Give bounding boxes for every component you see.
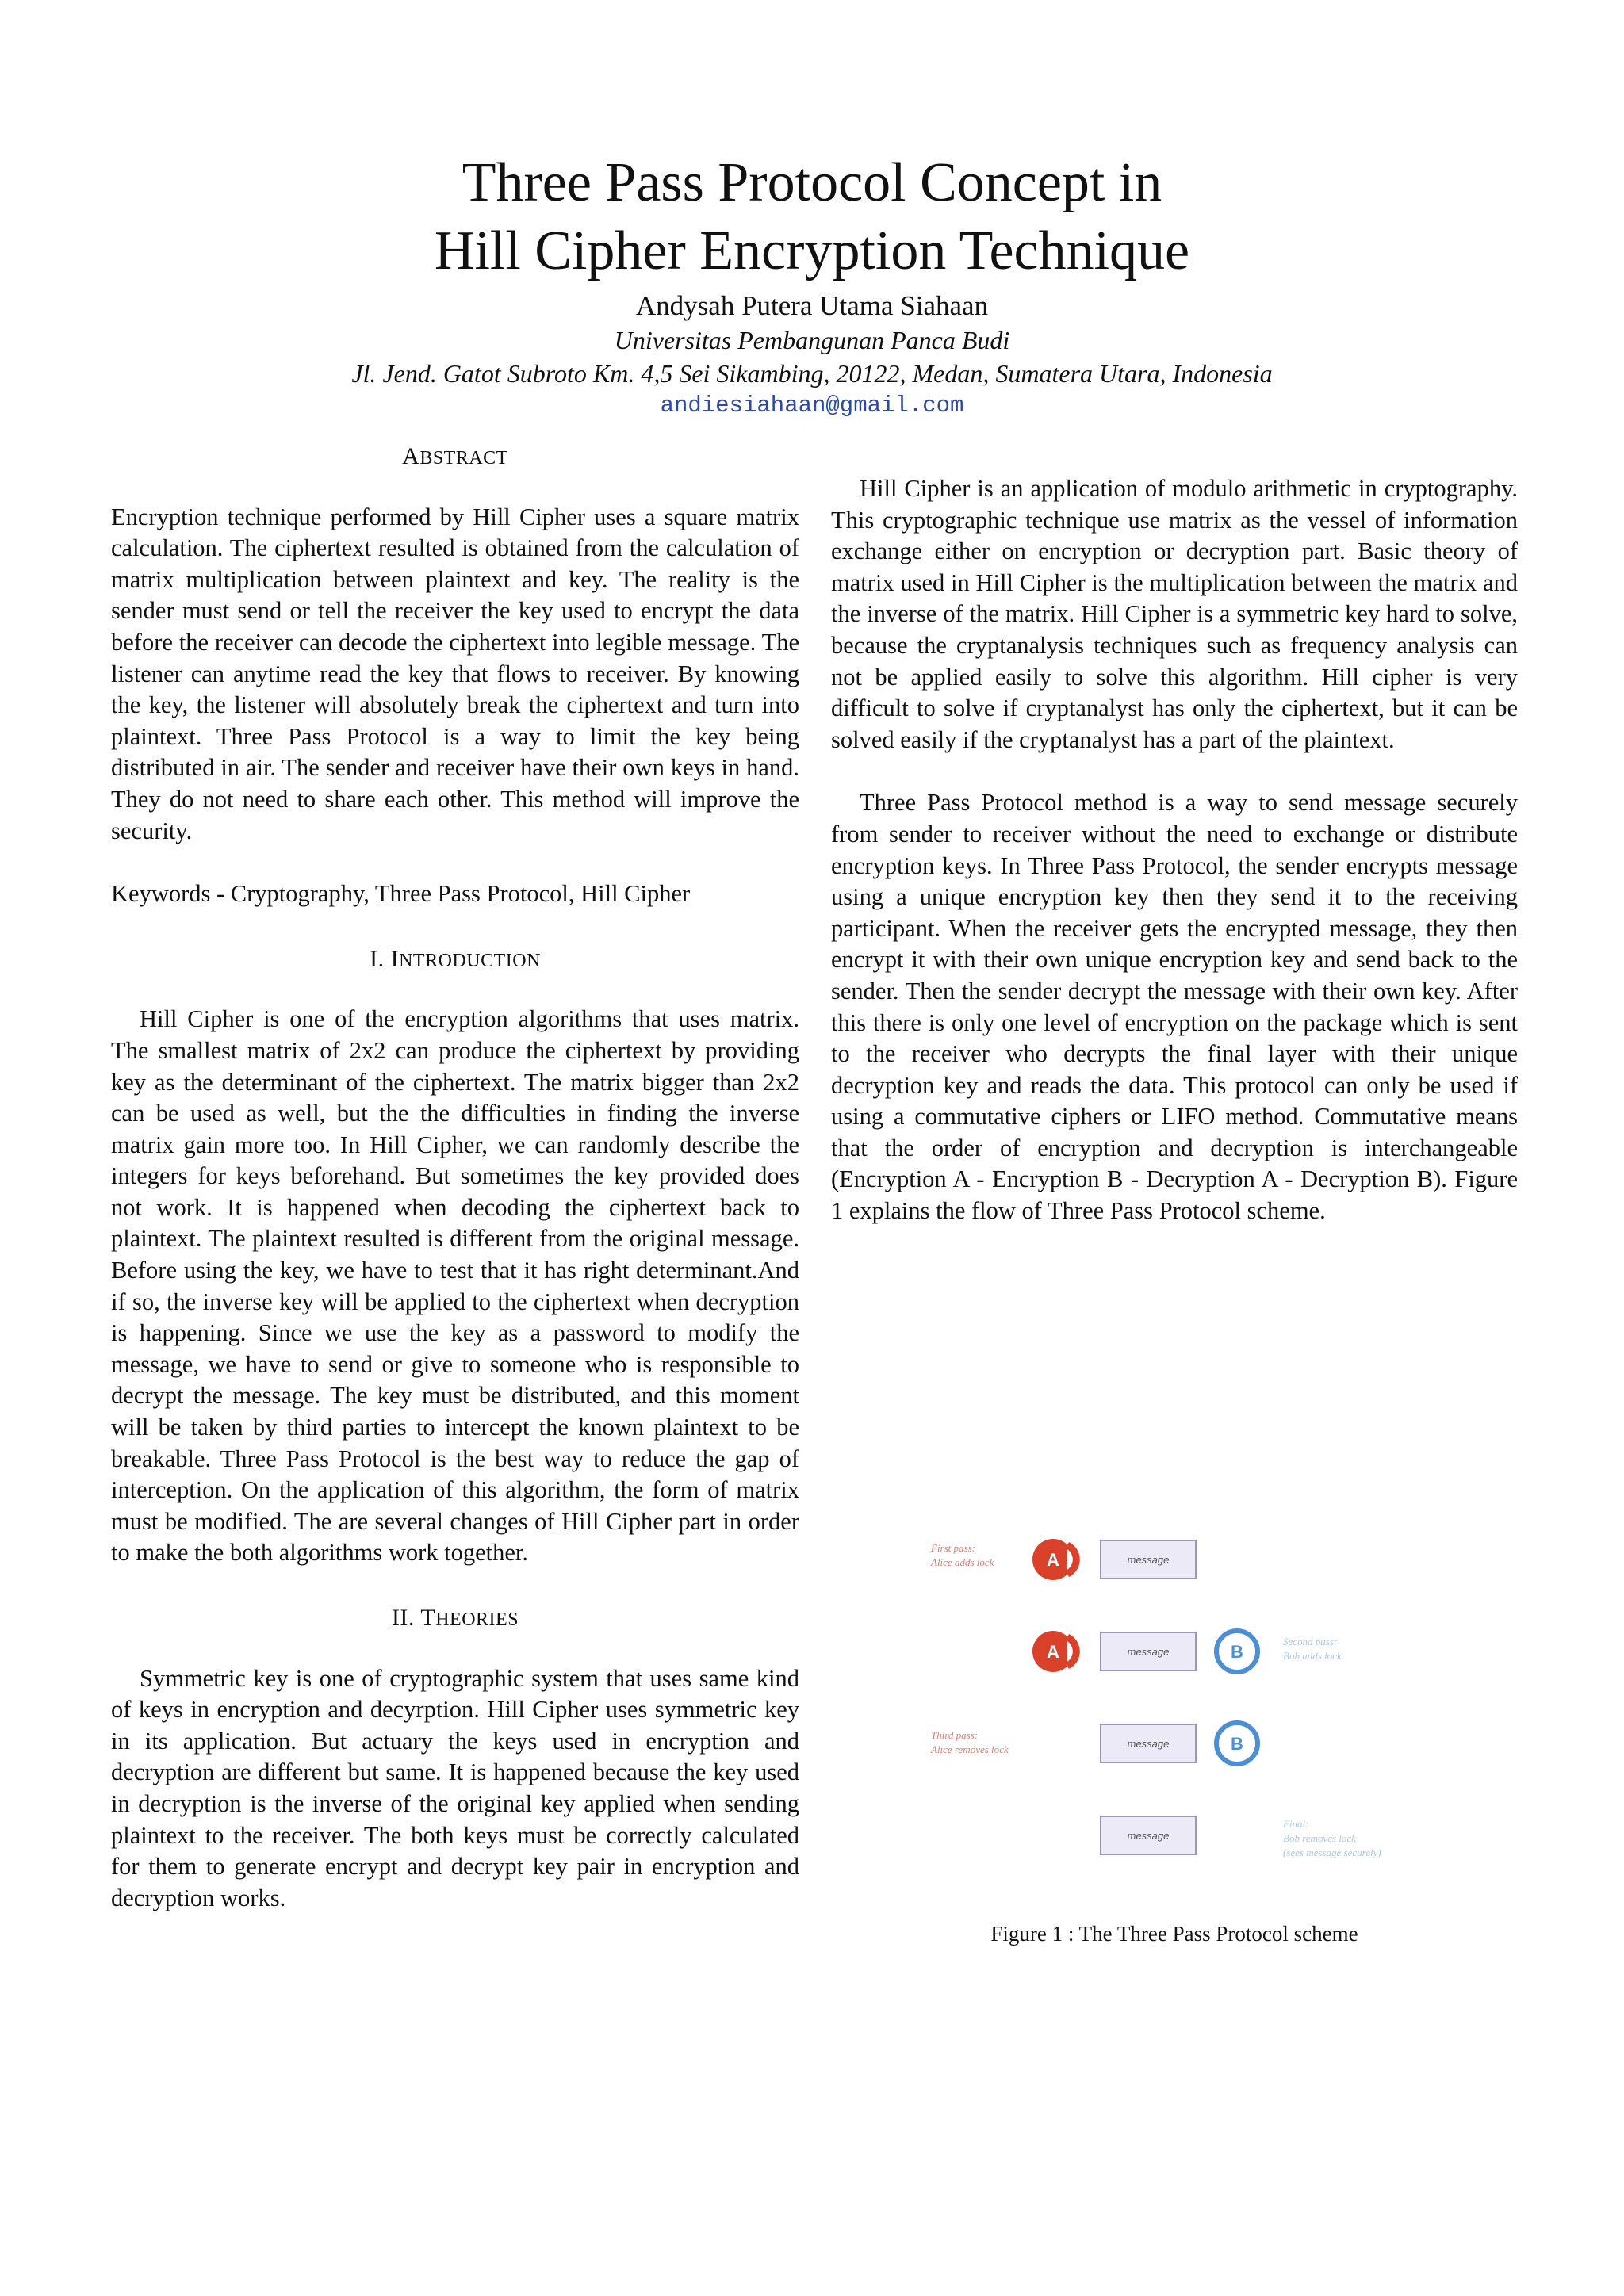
paper-title: [0, 149, 1624, 285]
paper-header: [0, 149, 1624, 422]
note-third-pass-1: Third pass:: [931, 1729, 979, 1741]
title-line-2: Hill Cipher Encryption Technique: [434, 220, 1190, 281]
figure-diagram: [912, 1510, 1443, 1923]
theories-heading-rest: HEORIES: [435, 1609, 519, 1630]
introduction-heading: [111, 943, 799, 978]
note-second-pass-2: Bob adds lock: [1283, 1650, 1342, 1662]
abstract-heading-rest: BSTRACT: [419, 448, 508, 469]
lock-b-icon: [1216, 1631, 1258, 1672]
theories-heading: [111, 1602, 799, 1636]
note-first-pass-1: First pass:: [931, 1542, 975, 1554]
author-email[interactable]: andiesiahaan@gmail.com: [660, 392, 964, 419]
svg-text:B: B: [1231, 1734, 1243, 1754]
author-name: Andysah Putera Utama Siahaan: [635, 290, 989, 321]
theories-paragraph-1: Symmetric key is one of cryptographic system that uses same kind of keys in encryption and decyrption. Hill Cipher uses symmetric key in its application. But actuary the keys used in encryption and decryption are different but same. It is happened because the key used in decryption is the inverse of the original key applied when sending plaintext to the receiver. The both keys must be correctly calculated for them to generate encrypt and decrypt key pair in encryption and decryption works.: [111, 1664, 799, 1911]
introduction-heading-rest: NTRODUCTION: [399, 950, 541, 971]
address: Jl. Jend. Gatot Subroto Km. 4,5 Sei Sikambing, 20122, Medan, Sumatera Utara, Indonesia: [351, 359, 1273, 388]
abstract-heading-initial: A: [402, 443, 420, 469]
svg-text:A: A: [1047, 1642, 1059, 1662]
right-column: [831, 441, 1518, 1227]
introduction-heading-initial: I. I: [370, 945, 400, 972]
figure-caption: Figure 1 : The Three Pass Protocol scheme: [990, 1922, 1358, 1946]
theories-heading-initial: II. T: [391, 1605, 436, 1631]
svg-text:B: B: [1231, 1642, 1243, 1662]
theories-paragraph-3: Three Pass Protocol method is a way to send message securely from sender to receiver without the need to exchange or distribute encryption keys. In Three Pass Protocol, the sender encrypts message using a unique encryption key then they send it to the receiving participant. When the receiver gets the encrypted message, they then encrypt it with their own unique encryption key and send back to the sender. Then the sender decrypt the message with their own key. After this there is only one level of encryption on the package which is sent to the receiver who decrypts the final layer with their unique decryption key and reads the data. This protocol can only be used if using a commutative ciphers or LIFO method. Commutative means that the order of encryption and decryption is interchangeable (Encryption A - Encryption B - Decryption A - Decryption B). Figure 1 explains the flow of Three Pass Protocol scheme.: [831, 789, 1518, 1225]
abstract-body: Encryption technique performed by Hill Cipher uses a square matrix calculation. The ciphertext resulted is obtained from the calculation of matrix multiplication between plaintext and key. The reality is the sender must send or tell the receiver the key used to encrypt the data before the receiver can decode the ciphertext into legible message. The listener can anytime read the key that flows to receiver. By knowing the key, the listener will absolutely break the ciphertext and turn into plaintext. Three Pass Protocol is a way to limit the key being distributed in air. The sender and receiver have their own keys in hand. They do not need to share each other. This method will improve the security.: [111, 503, 799, 844]
note-second-pass-1: Second pass:: [1283, 1636, 1338, 1647]
title-line-1: Three Pass Protocol Concept in: [462, 152, 1162, 213]
note-final-1: Final:: [1283, 1818, 1309, 1830]
note-final-2: Bob removes lock: [1283, 1832, 1356, 1844]
note-final-3: (sees message securely): [1283, 1846, 1381, 1858]
note-third-pass-2: Alice removes lock: [931, 1743, 1009, 1755]
three-pass-protocol-figure: [912, 1510, 1443, 1923]
introduction-body: Hill Cipher is one of the encryption algorithms that uses matrix. The smallest matrix of 2x2 can produce the ciphertext by providing key as the determinant of the ciphertext. The matrix bigger than 2x2 can be used as well, but the the difficulties in finding the inverse matrix gain more too. In Hill Cipher, we can randomly describe the integers for keys beforehand. But sometimes the key provided does not work. It is happened when decoding the ciphertext back to plaintext. The plaintext resulted is different from the original message. Before using the key, we have to test that it has right determinant.And if so, the inverse key will be applied to the ciphertext when decryption is happening. Since we use the key as a password to modify the message, we have to send or give to someone who is responsible to decrypt the message. The key must be distributed, and this moment will be taken by third parties to intercept the known plaintext to be breakable. Three Pass Protocol is the best way to reduce the gap of interception. On the application of this algorithm, the form of matrix must be modified. The are several changes of Hill Cipher part in order to make the both algorithms work together.: [111, 1005, 799, 1567]
svg-text:A: A: [1047, 1550, 1059, 1570]
left-column: [111, 441, 799, 1914]
message-label-1: message: [1127, 1554, 1170, 1566]
theories-paragraph-2: Hill Cipher is an application of modulo arithmetic in cryptography. This cryptographic technique use matrix as the vessel of information exchange either on encryption or decryption part. Basic theory of matrix used in Hill Cipher is the multiplication between the matrix and the inverse of the matrix. Hill Cipher is a symmetric key hard to solve, because the cryptanalysis techniques such as frequency analysis can not be applied easily to solve this algorithm. Hill cipher is very difficult to solve if cryptanalyst has only the ciphertext, but it can be solved easily if the cryptanalyst has a part of the plaintext.: [831, 475, 1518, 753]
note-first-pass-2: Alice adds lock: [931, 1556, 994, 1568]
abstract-heading: [111, 441, 799, 475]
lock-a-icon: [1032, 1539, 1076, 1580]
message-label-3: message: [1127, 1738, 1170, 1750]
lock-a-icon: [1032, 1631, 1076, 1672]
keywords: Keywords - Cryptography, Three Pass Protocol, Hill Cipher: [111, 880, 691, 908]
message-label-2: message: [1127, 1646, 1170, 1658]
message-label-4: message: [1127, 1830, 1170, 1842]
lock-b-icon: [1216, 1723, 1258, 1764]
affiliation: Universitas Pembangunan Panca Budi: [614, 326, 1010, 354]
